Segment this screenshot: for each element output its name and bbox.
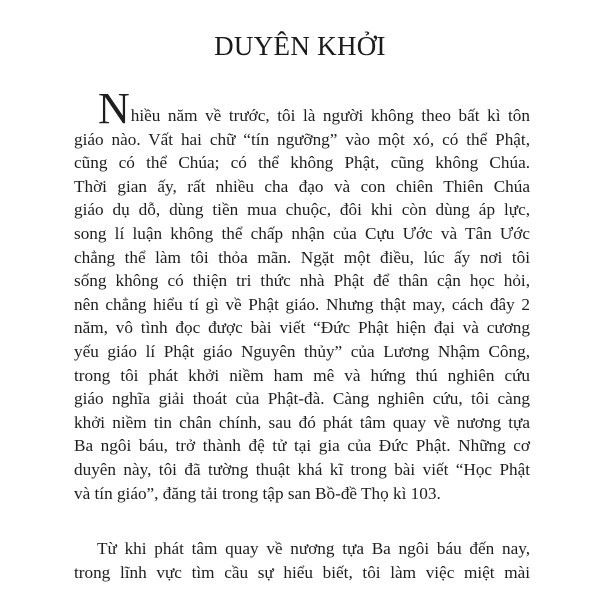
- paragraph-line: và tín giáo”, đăng tải trong tập san Bồ-đề Thọ kì 103.: [74, 483, 441, 503]
- paragraph-line: Từ khi phát tâm quay về nương tựa Ba ngôi báu đến nay,: [97, 539, 530, 558]
- paragraph-2: [74, 537, 530, 584]
- paragraph-1: [74, 84, 530, 505]
- paragraph-line: sống không có thiện tri thức nhà Phật để thân cận học hỏi,: [74, 271, 530, 291]
- paragraph-line: giáo dụ dỗ, dùng tiền mua chuộc, đôi khi còn dùng áp lực,: [74, 200, 530, 220]
- paragraph-line: Nhiều năm về trước, tôi là người không theo bất kì tôn: [98, 84, 530, 133]
- paragraph-line: chẳng thể làm tôi thỏa mãn. Ngặt một điều, lúc ấy nơi tôi: [74, 247, 530, 267]
- chapter-title: DUYÊN KHỞI: [214, 31, 386, 62]
- drop-cap: N: [98, 84, 130, 133]
- paragraph-line: trong tôi phát khởi niềm ham mê và hứng thú nghiên cứu: [74, 365, 530, 385]
- paragraph-line: giáo nghĩa giải thoát của Phật-đà. Càng nghiên cứu, tôi càng: [74, 389, 530, 409]
- paragraph-line: song lí luận không thể chấp nhận của Cựu Ước và Tân Ước: [74, 223, 530, 243]
- paragraph-line: năm, vô tình đọc được bài viết “Đức Phật hiện đại và cương: [74, 318, 530, 338]
- paragraph-line: giáo nào. Vất hai chữ “tín ngưỡng” vào một xó, có thể Phật,: [74, 129, 530, 149]
- paragraph-line: Ba ngôi báu, trở thành đệ tử tại gia của Đức Phật. Những cơ: [74, 436, 530, 456]
- paragraph-line: nên chẳng hiểu tí gì về Phật giáo. Nhưng thật may, cách đây 2: [74, 294, 530, 314]
- paragraph-line: cũng có thể Chúa; có thể không Phật, cũng không Chúa.: [74, 153, 530, 173]
- paragraph-line: duyên này, tôi đã tường thuật khá kĩ trong bài viết “Học Phật: [74, 459, 530, 479]
- paragraph-line: khởi niềm tin chân chính, sau đó phát tâm quay về nương tựa: [74, 412, 530, 432]
- paragraph-line: Thời gian ấy, rất nhiều cha đạo và con chiên Thiên Chúa: [74, 176, 530, 196]
- paragraph-line: yếu giáo lí Phật giáo Nguyên thủy” của Lương Nhậm Công,: [74, 341, 530, 361]
- paragraph-line: trong lĩnh vực tìm cầu sự hiểu biết, tôi làm việc miệt mài: [74, 562, 530, 582]
